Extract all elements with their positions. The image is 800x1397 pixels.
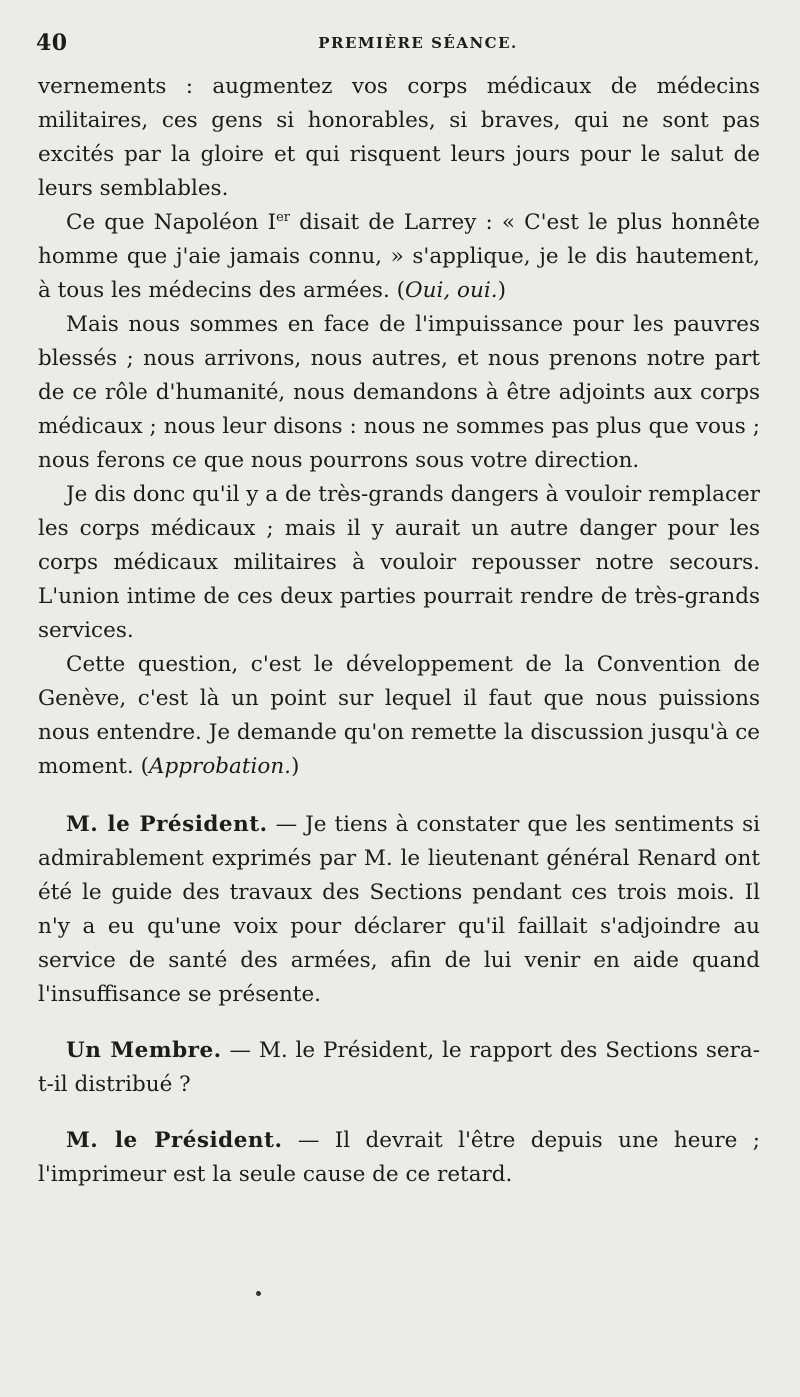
paragraph-7 xyxy=(38,1034,760,1102)
speaker-president-1: M. le Président. xyxy=(66,812,268,837)
spacer xyxy=(38,1012,760,1034)
spacer xyxy=(38,1102,760,1124)
paragraph-6 xyxy=(38,808,760,1012)
paragraph-5-text-b: ) xyxy=(291,754,300,779)
body-text xyxy=(38,70,760,1192)
page-number: 40 xyxy=(36,30,68,56)
paragraph-2-text-b: disait de Larrey : « C'est le plus honnête homme que j'aie jamais connu, » s'applique, je le dis hautement, à tous les médecins des armées. ( xyxy=(38,210,761,303)
paragraph-2-text-a: Ce que Napoléon I xyxy=(66,210,277,235)
spacer xyxy=(38,784,760,808)
paragraph-5-interjection: Approbation. xyxy=(149,754,291,779)
speaker-member: Un Membre. xyxy=(66,1038,222,1063)
paragraph-4: Je dis donc qu'il y a de très-grands dangers à vouloir remplacer les corps médicaux ; mais il y aurait un autre danger pour les corps médicaux militaires à vouloir repousser notre secours. L'union intime de ces deux parties pourrait rendre de très-grands services. xyxy=(38,482,760,643)
running-head xyxy=(36,30,760,62)
paragraph-5 xyxy=(38,648,760,784)
paragraph-8-text: — Il devrait l'être depuis une heure ; l'imprimeur est la seule cause de ce retard. xyxy=(38,1128,760,1187)
paragraph-2-text-c: ) xyxy=(497,278,506,303)
superscript-er: er xyxy=(276,209,291,225)
paragraph-6-text: — Je tiens à constater que les sentiments si admirablement exprimés par M. le lieutenant général Renard ont été le guide des travaux des Sections pendant ces trois mois. Il n'y a eu qu'une voix pour déclarer qu'il faillait s'adjoindre au service de santé des armées, afin de lui venir en aide quand l'insuffisance se présente. xyxy=(38,812,760,1007)
paragraph-7-text: — M. le Président, le rapport des Sections sera-t-il distribué ? xyxy=(38,1038,760,1097)
paragraph-2 xyxy=(38,206,760,308)
section-title: PREMIÈRE SÉANCE. xyxy=(318,34,518,52)
paragraph-1: vernements : augmentez vos corps médicaux de médecins militaires, ces gens si honorables, si braves, qui ne sont pas excités par la gloire et qui risquent leurs jours pour le salut de leurs semblables. xyxy=(38,74,760,201)
speaker-president-2: M. le Président. xyxy=(66,1128,283,1153)
paragraph-2-interjection: Oui, oui. xyxy=(405,278,498,303)
ink-dot xyxy=(256,1291,261,1296)
paragraph-8 xyxy=(38,1124,760,1192)
paragraph-3: Mais nous sommes en face de l'impuissance pour les pauvres blessés ; nous arrivons, nous autres, et nous prenons notre part de ce rôle d'humanité, nous demandons à être adjoints aux corps médicaux ; nous leur disons : nous ne sommes pas plus que vous ; nous ferons ce que nous pourrons sous votre direction. xyxy=(38,312,760,473)
paragraph-5-text-a: Cette question, c'est le développement de la Convention de Genève, c'est là un point sur lequel il faut que nous puissions nous entendre. Je demande qu'on remette la discussion jusqu'à ce moment. ( xyxy=(38,652,760,779)
